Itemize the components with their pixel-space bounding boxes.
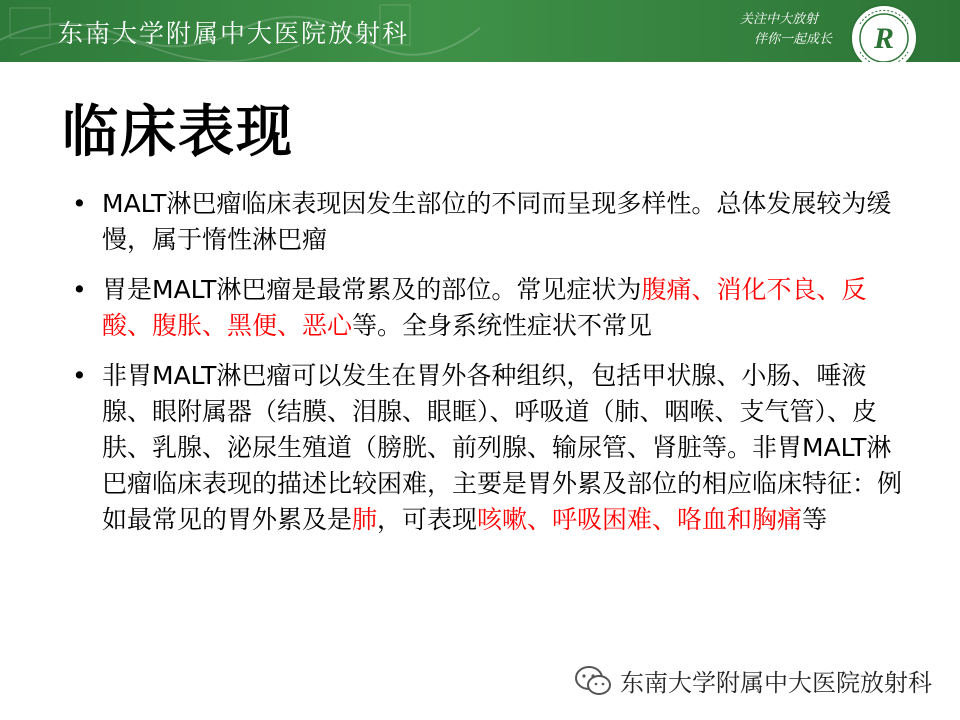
footer-watermark xyxy=(574,663,932,698)
hospital-logo-icon xyxy=(846,4,922,62)
highlighted-text: 咳嗽、呼吸困难、咯血和胸痛 xyxy=(477,505,803,534)
bullet-text: MALT淋巴瘤临床表现因发生部位的不同而呈现多样性。总体发展较为缓慢，属于惰性淋巴瘤 xyxy=(102,189,892,254)
bullet-text: 胃是MALT淋巴瘤是最常累及的部位。常见症状为 xyxy=(102,275,642,304)
slogan xyxy=(740,10,832,50)
footer-text: 东南大学附属中大医院放射科 xyxy=(620,669,932,697)
bullet-item xyxy=(62,186,902,258)
bullet-dot-icon: • xyxy=(72,189,87,218)
highlighted-text: 肺 xyxy=(352,505,378,534)
wechat-icon xyxy=(574,665,612,697)
page-title: 临床表现 xyxy=(62,100,294,165)
bullet-text: 等。全身系统性症状不常见 xyxy=(352,311,653,340)
bullet-dot-icon: • xyxy=(72,361,87,390)
bullet-item xyxy=(62,272,902,344)
bullet-text: 等 xyxy=(802,505,828,534)
bullet-dot-icon: • xyxy=(72,275,87,304)
department-name: 东南大学附属中大医院放射科 xyxy=(58,19,410,48)
bullet-text: ，可表现 xyxy=(377,505,478,534)
header-banner xyxy=(0,0,960,62)
slogan-line-2: 伴你一起成长 xyxy=(753,32,832,47)
highlighted-text: 腹痛、消化不良、反酸、腹胀、黑便、恶心 xyxy=(102,275,867,340)
logo-letter: R xyxy=(873,22,895,55)
bullet-list xyxy=(62,186,902,552)
bullet-item xyxy=(62,358,902,538)
bullet-text: 非胃MALT淋巴瘤可以发生在胃外各种组织，包括甲状腺、小肠、唾液腺、眼附属器（结膜、泪腺、眼眶）、呼吸道（肺、咽喉、支气管）、皮肤、乳腺、泌尿生殖道（膀胱、前列腺、输尿管、肾脏等。非胃MALT淋巴瘤临床表现的描述比较困难，主要是胃外累及部位的相应临床特征：例如最常见的胃外累及是 xyxy=(102,361,903,534)
slogan-line-1: 关注中大放射 xyxy=(739,12,818,27)
